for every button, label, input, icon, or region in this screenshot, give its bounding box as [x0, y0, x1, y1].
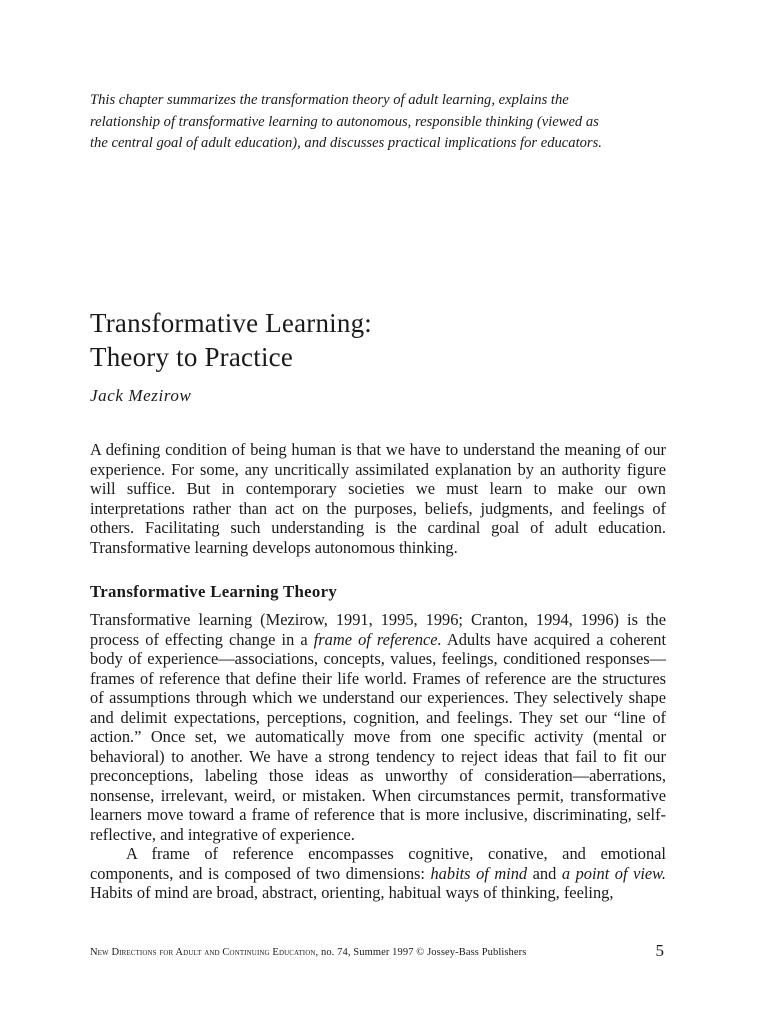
body-paragraph-2	[90, 844, 666, 903]
section-heading: Transformative Learning Theory	[90, 582, 338, 601]
footer-journal-name: New Directions for Adult and Continuing Education	[90, 947, 316, 958]
body-paragraph-2-text-b: and	[527, 863, 562, 883]
intro-paragraph: A defining condition of being human is that we have to understand the meaning of our experience. For some, any uncritically assimilated explanation by an authority figure will suffice. But in contemporary societies we must learn to make our own interpretations rather than act on the purposes, beliefs, judgments, and feelings of others. Facilitating such understanding is the cardinal goal of adult education. Transformative learning develops autonomous thinking.	[90, 440, 666, 557]
chapter-title-line-1: Transformative Learning:	[90, 308, 372, 338]
page-number: 5	[655, 941, 664, 960]
footer-citation	[90, 947, 526, 958]
body-paragraph-1-text-b: Adults have acquired a coherent body of experience—associations, concepts, values, feelings, conditioned responses—frames of reference that define their life world. Frames of reference are the structures of assumptions through which we understand our experiences. They selectively shape and delimit expectations, perceptions, cognition, and feelings. They set our “line of action.” Once set, we automatically move from one specific activity (mental or behavioral) to another. We have a strong tendency to reject ideas that fail to fit our preconceptions, labeling those ideas as unworthy of consideration—aberrations, nonsense, irrelevant, weird, or mistaken. When circumstances permit, transformative learners move toward a frame of reference that is more inclusive, discriminating, self-reflective, and integrative of experience.	[90, 629, 666, 844]
chapter-title	[90, 306, 372, 374]
body-paragraph-2-text-a: A frame of reference encompasses cognitive, conative, and emotional components, and is composed of two dimensions:	[90, 844, 666, 883]
intro-section	[90, 440, 666, 557]
body-paragraph-1-emphasis: frame of reference.	[313, 629, 442, 649]
body-paragraph-1-text-a: Transformative learning (Mezirow, 1991, 1995, 1996; Cranton, 1994, 1996) is the process of effecting change in a	[90, 610, 666, 649]
chapter-abstract: This chapter summarizes the transformation theory of adult learning, explains the relationship of transformative learning to autonomous, responsible thinking (viewed as the central goal of adult education), and discusses practical implications for educators.	[90, 92, 602, 151]
chapter-title-line-2: Theory to Practice	[90, 342, 294, 372]
page-footer	[90, 941, 666, 964]
body-paragraph-1	[90, 610, 666, 844]
section-body	[90, 610, 666, 903]
author-name: Jack Mezirow	[90, 386, 192, 405]
body-paragraph-2-text-c: Habits of mind are broad, abstract, orienting, habitual ways of thinking, feeling,	[90, 883, 614, 902]
body-paragraph-2-emphasis-1: habits of mind	[430, 863, 528, 883]
footer-issue-info: , no. 74, Summer 1997 © Jossey-Bass Publishers	[315, 947, 527, 958]
body-paragraph-2-emphasis-2: a point of view.	[561, 863, 666, 883]
